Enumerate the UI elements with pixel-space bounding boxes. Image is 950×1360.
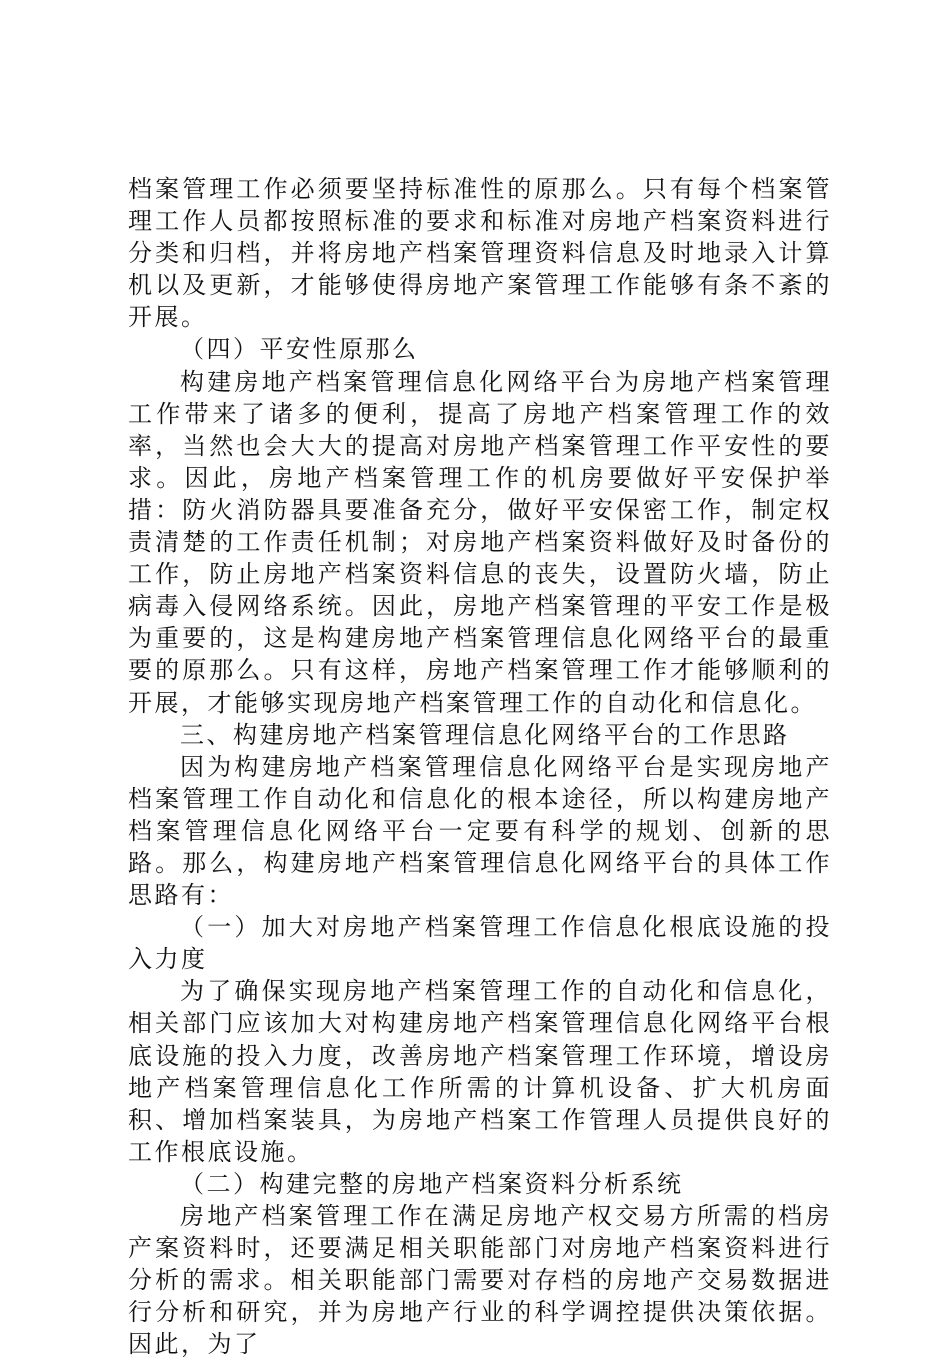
paragraph-standardization: 档案管理工作必须要坚持标准性的原那么。只有每个档案管理工作人员都按照标准的要求和标准对房地产档案资料进行分类和归档，并将房地产档案管理资料信息及时地录入计算机以及更新，才能够使得房地产案管理工作能够有条不紊的开展。 xyxy=(128,175,832,332)
paragraph-work-approach: 因为构建房地产档案管理信息化网络平台是实现房地产档案管理工作自动化和信息化的根本途径，所以构建房地产档案管理信息化网络平台一定要有科学的规划、创新的思路。那么，构建房地产档案管理信息化网络平台的具体工作思路有： xyxy=(128,752,832,910)
heading-infrastructure-investment: （一）加大对房地产档案管理工作信息化根底设施的投入力度 xyxy=(128,913,832,974)
heading-analysis-system: （二）构建完整的房地产档案资料分析系统 xyxy=(180,1169,684,1198)
heading-safety-principle: （四）平安性原那么 xyxy=(180,335,419,364)
document-page xyxy=(128,173,832,1360)
paragraph-analysis-system: 房地产档案管理工作在满足房地产权交易方所需的档房产案资料时，还要满足相关职能部门对房地产档案资料进行分析的需求。相关职能部门需要对存档的房地产交易数据进行分析和研究，并为房地产行业的科学调控提供决策依据。因此，为了 xyxy=(128,1202,832,1359)
heading-work-approach: 三、构建房地产档案管理信息化网络平台的工作思路 xyxy=(180,720,790,749)
paragraph-infrastructure: 为了确保实现房地产档案管理工作的自动化和信息化，相关部门应该加大对构建房地产档案管理信息化网络平台根底设施的投入力度，改善房地产档案管理工作环境，增设房地产档案管理信息化工作所需的计算机设备、扩大机房面积、增加档案装具，为房地产档案工作管理人员提供良好的工作根底设施。 xyxy=(128,977,832,1166)
paragraph-safety: 构建房地产档案管理信息化网络平台为房地产档案管理工作带来了诸多的便利，提高了房地产档案管理工作的效率，当然也会大大的提高对房地产档案管理工作平安性的要求。因此，房地产档案管理工作的机房要做好平安保护举措：防火消防器具要准备充分，做好平安保密工作，制定权责清楚的工作责任机制；对房地产档案资料做好及时备份的工作，防止房地产档案资料信息的丧失，设置防火墙，防止病毒入侵网络系统。因此，房地产档案管理的平安工作是极为重要的，这是构建房地产档案管理信息化网络平台的最重要的原那么。只有这样，房地产档案管理工作才能够顺利的开展，才能够实现房地产档案管理工作的自动化和信息化。 xyxy=(128,367,832,717)
